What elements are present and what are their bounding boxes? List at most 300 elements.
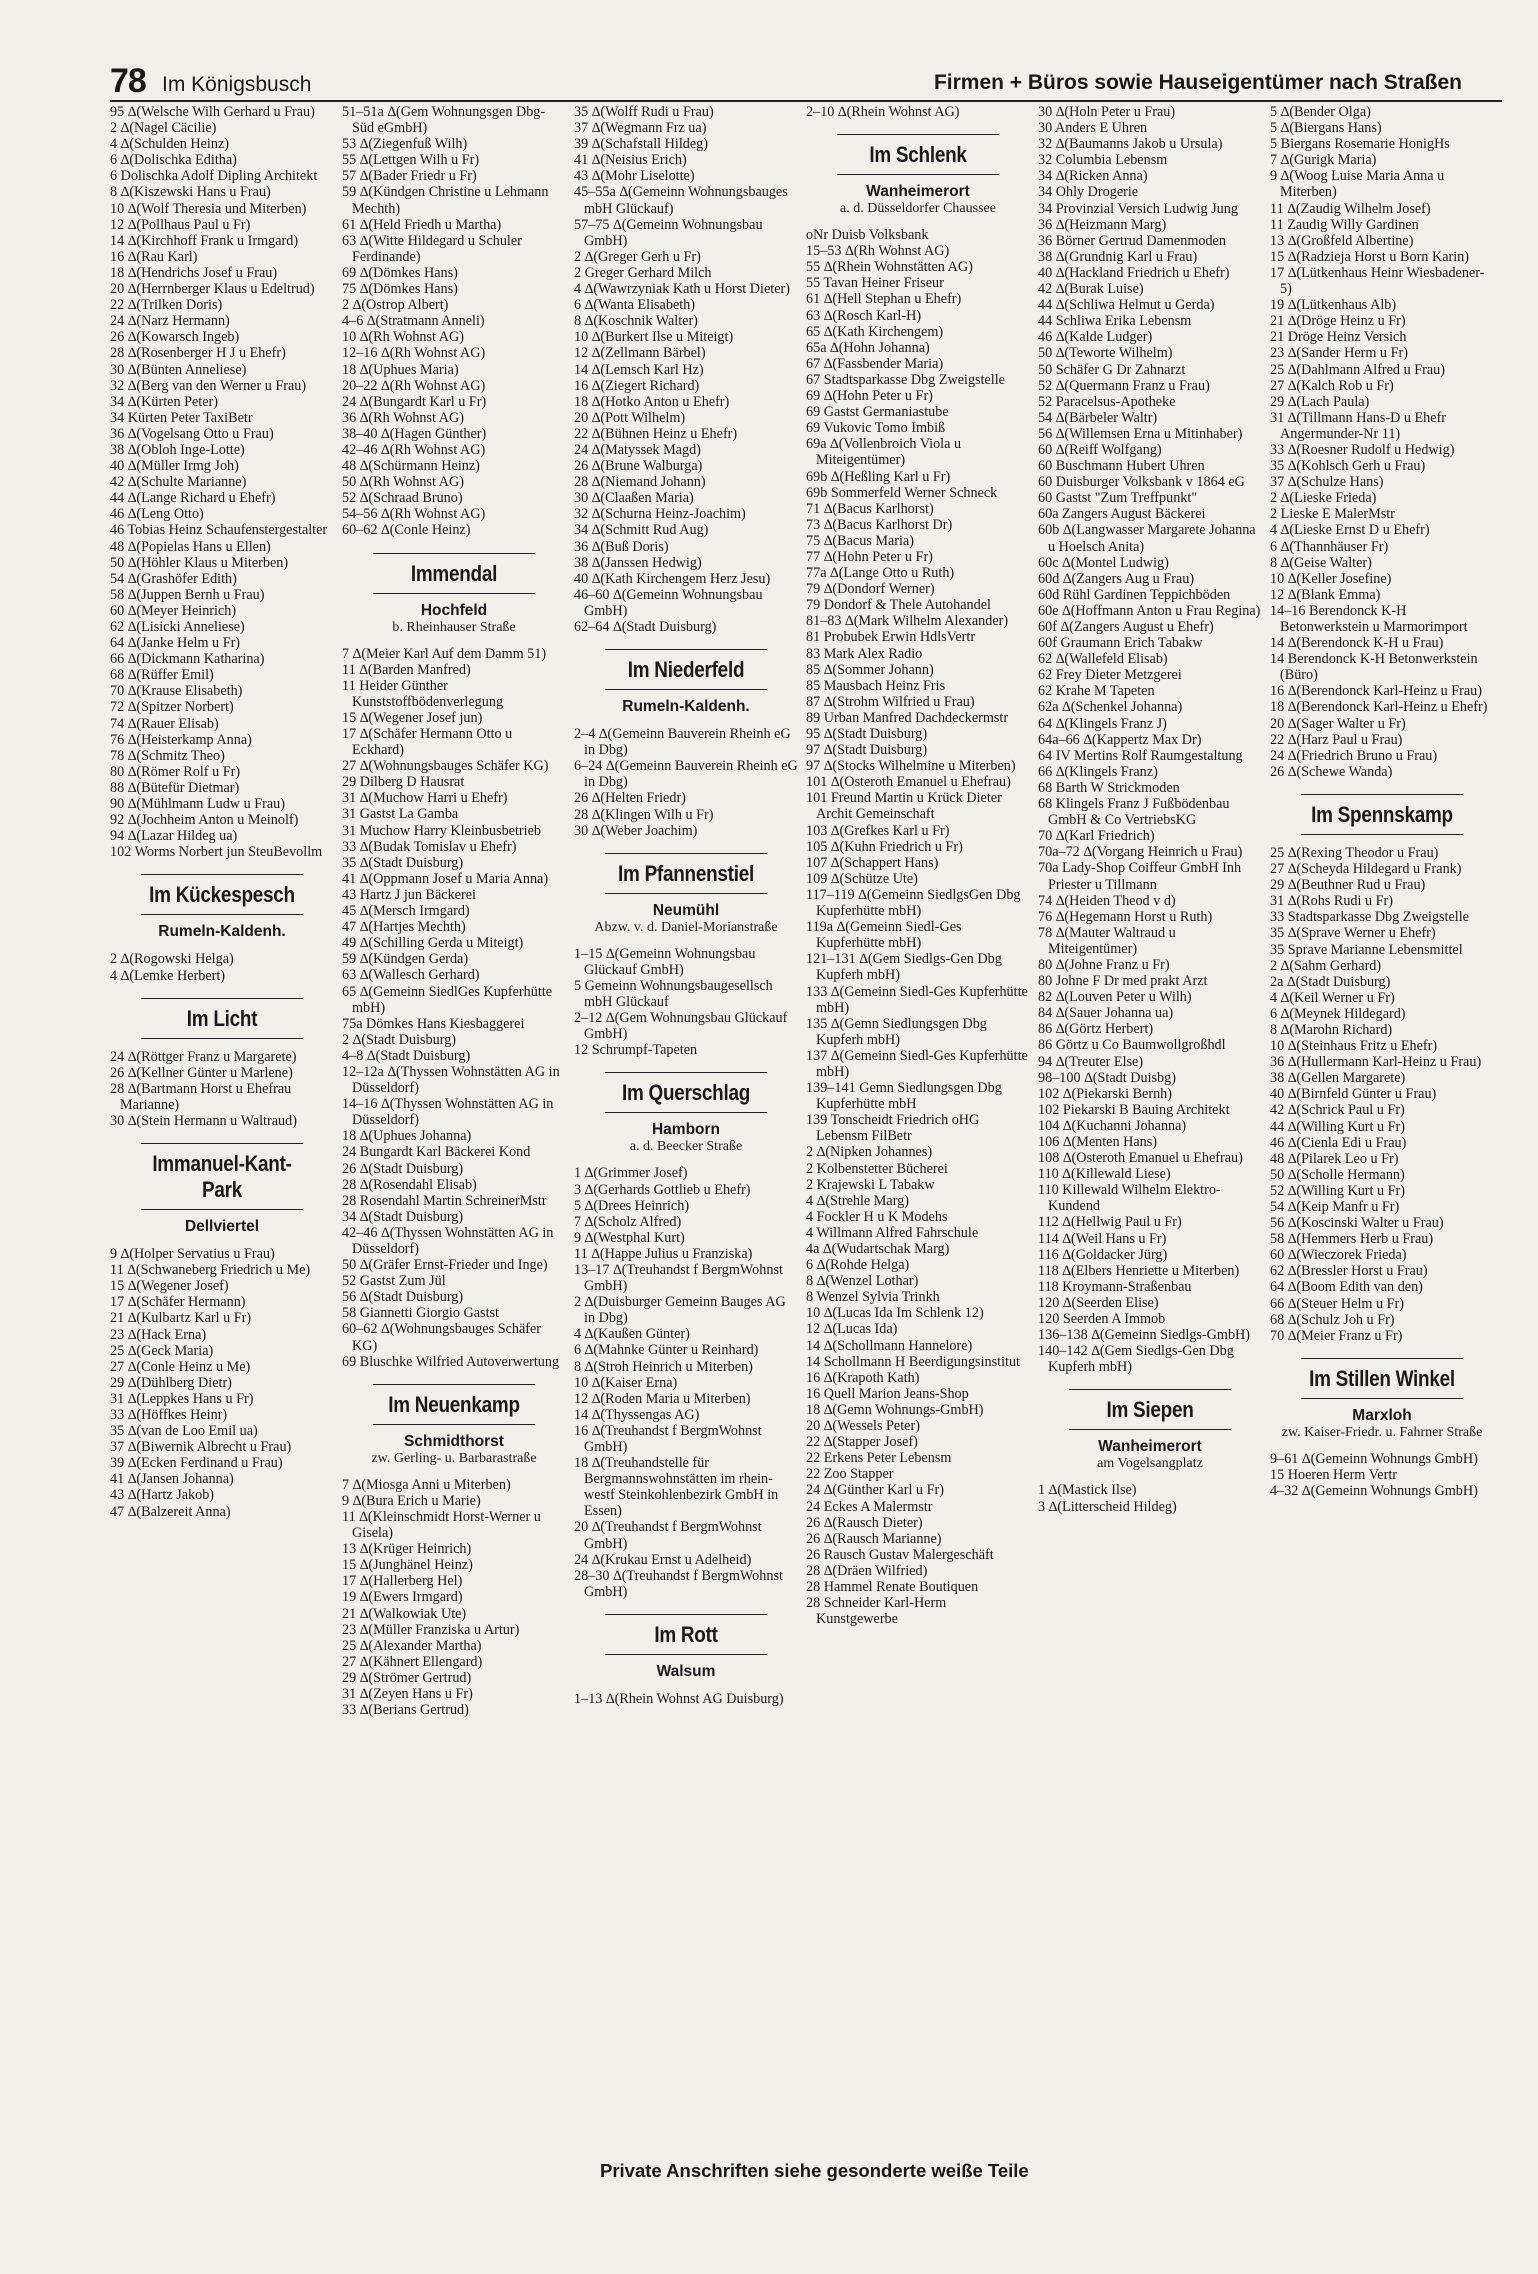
directory-entry: 54 ∆(Bärbeler Waltr) (1038, 409, 1158, 426)
directory-entry: 2–10 ∆(Rhein Wohnst AG) (806, 104, 960, 120)
directory-entry: 30 ∆(Bünten Anneliese) (110, 361, 247, 378)
directory-entry: 16 ∆(Rau Karl) (110, 248, 198, 265)
directory-entry: 7 ∆(Meier Karl Auf dem Damm 51) (342, 645, 547, 662)
directory-entry: 118 Kroymann-Straßenbau (1038, 1278, 1192, 1295)
street-district: Walsum (656, 1662, 716, 1680)
directory-entry: 59 ∆(Kündgen Christine u Lehmann Mechth) (342, 184, 549, 217)
directory-entry: 104 ∆(Kuchanni Johanna) (1038, 1117, 1187, 1134)
directory-entry: 83 Mark Alex Radio (806, 645, 923, 662)
directory-entry: 58 Giannetti Giorgio Gastst (342, 1305, 499, 1322)
directory-entry: 70 ∆(Meier Franz u Fr) (1270, 1327, 1403, 1344)
directory-entry: 26 ∆(Rausch Dieter) (806, 1514, 923, 1531)
directory-entry: 53 ∆(Ziegenfuß Wilh) (342, 136, 468, 153)
directory-entry: 61 ∆(Held Friedh u Martha) (342, 216, 502, 233)
directory-entry: 74 ∆(Rauer Elisab) (110, 715, 219, 732)
directory-entry: 44 ∆(Willing Kurt u Fr) (1270, 1118, 1405, 1135)
directory-entry: 12 ∆(Roden Maria u Miterben) (574, 1390, 751, 1407)
directory-entry: 17 ∆(Schäfer Hermann Otto u Eckhard) (342, 726, 513, 759)
directory-entry: 26 ∆(Rausch Marianne) (806, 1530, 942, 1547)
directory-entry: 133 ∆(Gemeinn Siedl-Ges Kupferhütte mbH) (806, 983, 1028, 1016)
directory-entry: 17 ∆(Schäfer Hermann) (110, 1294, 246, 1311)
directory-entry: 70 ∆(Karl Friedrich) (1038, 828, 1155, 845)
directory-entry: 21 ∆(Kulbartz Karl u Fr) (110, 1310, 252, 1327)
directory-entry: 8 ∆(Marohn Richard) (1270, 1021, 1393, 1038)
directory-entry: 18 ∆(Hendrichs Josef u Frau) (110, 264, 278, 281)
directory-entry: 30 ∆(Claaßen Maria) (574, 490, 694, 507)
directory-entry: 38 ∆(Janssen Hedwig) (574, 554, 702, 571)
directory-entry: 62 ∆(Bressler Horst u Frau) (1270, 1263, 1428, 1280)
directory-entry: 97 ∆(Stadt Duisburg) (806, 742, 928, 759)
directory-entry: 102 ∆(Piekarski Bernh) (1038, 1085, 1172, 1102)
directory-entry: 7 ∆(Miosga Anni u Miterben) (342, 1476, 511, 1493)
directory-entry: 49 ∆(Schilling Gerda u Miteigt) (342, 935, 524, 952)
street-header: Immanuel-Kant-Park (141, 1143, 303, 1210)
street-header: Im Pfannenstiel (605, 853, 767, 894)
directory-entry: 4 ∆(Kaußen Günter) (574, 1326, 690, 1343)
directory-entry: 15 ∆(Junghänel Heinz) (342, 1557, 473, 1574)
street-header: Im Spennskamp (1301, 794, 1463, 835)
directory-entry: 36 Börner Gertrud Damenmoden (1038, 232, 1226, 249)
directory-entry: 69 Gastst Germaniastube (806, 404, 949, 421)
directory-entry: 117–119 ∆(Gemeinn SiedlgsGen Dbg Kupferhütte mbH) (806, 886, 1021, 920)
directory-entry: 86 Görtz u Co Baumwollgroßhdl (1038, 1037, 1226, 1054)
directory-entry: 41 ∆(Jansen Johanna) (110, 1471, 234, 1488)
directory-entry: 62a ∆(Schenkel Johanna) (1038, 699, 1183, 716)
directory-entry: 60e ∆(Hoffmann Anton u Frau Regina) (1038, 602, 1261, 619)
directory-entry: 60 Gastst "Zum Treffpunkt" (1038, 490, 1198, 507)
directory-entry: 11 Zaudig Willy Gardinen (1270, 216, 1419, 233)
directory-entry: 40 ∆(Kath Kirchengem Herz Jesu) (574, 570, 771, 587)
directory-entry: 81 Probubek Erwin HdlsVertr (806, 629, 976, 646)
directory-entry: 44 ∆(Lange Richard u Ehefr) (110, 490, 276, 507)
street-district: Schmidthorst (404, 1432, 504, 1450)
directory-entry: 4a ∆(Wudartschak Marg) (806, 1241, 950, 1257)
street-block (574, 853, 798, 936)
directory-entry: 43 ∆(Mohr Liselotte) (574, 168, 695, 185)
directory-entry: 12 ∆(Zellmann Bärbel) (574, 345, 706, 362)
directory-entry: 94 ∆(Lazar Hildeg ua) (110, 828, 238, 845)
directory-entry: 4 Willmann Alfred Fahrschule (806, 1224, 979, 1241)
directory-entry: 60 ∆(Wieczorek Frieda) (1270, 1247, 1407, 1264)
directory-entry: 48 ∆(Pilarek Leo u Fr) (1270, 1150, 1399, 1167)
directory-entry: 34 ∆(Schmitt Rud Aug) (574, 522, 709, 539)
directory-entry: 101 Freund Martin u Krück Dieter Archit Gemeinschaft (806, 790, 1002, 823)
directory-entry: 24 ∆(Röttger Franz u Margarete) (110, 1048, 297, 1065)
directory-entry: 36 ∆(Heizmann Marg) (1038, 216, 1167, 233)
street-location-note: a. d. Düsseldorfer Chaussee (840, 201, 996, 217)
directory-entry: 4–32 ∆(Gemeinn Wohnungs GmbH) (1270, 1483, 1478, 1500)
directory-entry: 39 ∆(Schafstall Hildeg) (574, 136, 708, 153)
directory-entry: 29 Dilberg D Hausrat (342, 774, 465, 791)
street-block (574, 649, 798, 716)
directory-entry: 32 ∆(Schurna Heinz-Joachim) (574, 506, 746, 523)
directory-entry: 135 ∆(Gemn Siedlungsgen Dbg Kupferh mbH) (806, 1015, 987, 1048)
directory-entry: 36 ∆(Hullermann Karl-Heinz u Frau) (1270, 1054, 1482, 1071)
directory-entry: 64a–66 ∆(Kappertz Max Dr) (1038, 731, 1202, 748)
directory-entry: 18 ∆(Berendonck Karl-Heinz u Ehefr) (1270, 699, 1488, 716)
directory-entry: 94 ∆(Treuter Else) (1038, 1053, 1144, 1070)
directory-entry: 4 ∆(Schulden Heinz) (110, 136, 229, 153)
directory-entry: 21 Dröge Heinz Versich (1270, 329, 1407, 346)
directory-entry: 24 ∆(Matyssek Magd) (574, 441, 701, 458)
directory-entry: 37 ∆(Biwernik Albrecht u Frau) (110, 1439, 292, 1456)
directory-entry: 28 ∆(Dräen Wilfried) (806, 1562, 928, 1579)
directory-entry: 76 ∆(Heisterkamp Anna) (110, 731, 252, 748)
directory-entry: 139 Tonscheidt Friedrich oHG Lebensm FilBetr (806, 1112, 980, 1145)
directory-entry: 45 ∆(Mersch Irmgard) (342, 903, 470, 920)
directory-entry: 40 ∆(Birnfeld Günter u Frau) (1270, 1086, 1437, 1103)
street-location-note: a. d. Beecker Straße (629, 1139, 743, 1155)
directory-entry: 6 ∆(Rohde Helga) (806, 1257, 910, 1274)
directory-column (574, 104, 798, 1718)
directory-entry: 15 ∆(Radzieja Horst u Born Karin) (1270, 248, 1469, 265)
directory-entry: 2 Lieske E MalerMstr (1270, 506, 1395, 523)
directory-entry: 98–100 ∆(Stadt Duisbg) (1038, 1069, 1176, 1086)
directory-entry: 33 ∆(Höffkes Heinr) (110, 1407, 228, 1423)
directory-entry: 81–83 ∆(Mark Wilhelm Alexander) (806, 613, 1009, 630)
directory-entry: 64 ∆(Boom Edith van den) (1270, 1279, 1423, 1296)
directory-entry: 29 ∆(Dühlberg Dietr) (110, 1374, 232, 1391)
directory-entry: 22 ∆(Harz Paul u Frau) (1270, 731, 1403, 748)
directory-entry: 68 Klingels Franz J Fußbödenbau GmbH & Co VertriebsKG (1038, 796, 1230, 829)
directory-entry: 3 ∆(Litterscheid Hildeg) (1038, 1498, 1177, 1515)
directory-entry: 60f Graumann Erich Tabakw (1038, 635, 1203, 652)
directory-entry: 15–53 ∆(Rh Wohnst AG) (806, 243, 950, 260)
directory-entry: 58 ∆(Juppen Bernh u Frau) (110, 586, 265, 603)
directory-entry: 58 ∆(Hemmers Herb u Frau) (1270, 1231, 1434, 1248)
directory-column (1270, 104, 1494, 1718)
directory-entry: 2–4 ∆(Gemeinn Bauverein Rheinh eG in Dbg) (574, 726, 791, 759)
directory-entry: 82 ∆(Louven Peter u Wilh) (1038, 989, 1192, 1006)
street-block (110, 998, 334, 1039)
directory-entry: 19 ∆(Lütkenhaus Alb) (1270, 297, 1397, 314)
directory-entry: 31 ∆(Tillmann Hans-D u Ehefr Angermunder-Nr 11) (1270, 409, 1447, 442)
page-number: 78 (110, 62, 146, 100)
directory-entry: 35 ∆(Kohlsch Gerh u Frau) (1270, 458, 1426, 475)
street-block (1270, 1358, 1494, 1441)
directory-entry: 60–62 ∆(Conle Heinz) (342, 522, 471, 539)
directory-entry: 33 ∆(Budak Tomislav u Ehefr) (342, 838, 517, 855)
directory-entry: 7 ∆(Gurigk Maria) (1270, 152, 1377, 169)
directory-entry: 106 ∆(Menten Hans) (1038, 1134, 1158, 1150)
directory-entry: 2 ∆(Nipken Johannes) (806, 1144, 933, 1161)
directory-entry: 35 ∆(van de Loo Emil ua) (110, 1423, 258, 1440)
directory-entry: 35 ∆(Wolff Rudi u Frau) (574, 104, 714, 120)
directory-entry: 26 ∆(Kellner Günter u Marlene) (110, 1064, 293, 1081)
directory-entry: 22 Erkens Peter Lebensm (806, 1450, 952, 1467)
directory-entry: 10 ∆(Burkert Ilse u Miteigt) (574, 329, 734, 346)
directory-entry: 27 ∆(Scheyda Hildegard u Frank) (1270, 861, 1462, 878)
street-location-note: am Vogelsangplatz (1097, 1456, 1203, 1472)
street-district: Marxloh (1352, 1406, 1412, 1424)
directory-entry: 80 ∆(Johne Franz u Fr) (1038, 956, 1170, 973)
directory-columns (110, 104, 1502, 1718)
directory-entry: 20 ∆(Treuhandst f BergmWohnst GmbH) (574, 1519, 762, 1552)
directory-entry: 6 ∆(Mahnke Günter u Reinhard) (574, 1342, 759, 1359)
directory-entry: 6 Dolischka Adolf Dipling Architekt (110, 168, 318, 185)
directory-entry: 28 ∆(Bartmann Horst u Ehefrau Marianne) (110, 1080, 292, 1113)
directory-entry: 25 ∆(Rexing Theodor u Frau) (1270, 844, 1439, 861)
directory-entry: 15 ∆(Wegener Josef) (110, 1278, 229, 1295)
street-block (574, 1614, 798, 1681)
directory-entry: 56 ∆(Koscinski Walter u Frau) (1270, 1215, 1444, 1232)
directory-entry: 62 Krahe M Tapeten (1038, 683, 1155, 700)
directory-entry: 5 ∆(Bender Olga) (1270, 104, 1371, 120)
directory-entry: 38 ∆(Gellen Margarete) (1270, 1070, 1406, 1087)
directory-entry: 30 ∆(Weber Joachim) (574, 822, 698, 839)
directory-entry: 16 Quell Marion Jeans-Shop (806, 1385, 969, 1402)
directory-entry: 25 ∆(Geck Maria) (110, 1342, 214, 1359)
directory-entry: 32 ∆(Berg van den Werner u Frau) (110, 377, 307, 394)
street-district: Rumeln-Kaldenh. (158, 923, 286, 941)
street-location-note: b. Rheinhauser Straße (392, 619, 516, 635)
directory-entry: 60 Buschmann Hubert Uhren (1038, 458, 1205, 475)
directory-entry: 20 ∆(Pott Wilhelm) (574, 409, 686, 426)
directory-entry: 17 ∆(Lütkenhaus Heinr Wiesbadener-5) (1270, 264, 1485, 298)
directory-entry: 48 ∆(Schürmann Heinz) (342, 458, 480, 475)
directory-entry: 9 ∆(Westphal Kurt) (574, 1229, 685, 1246)
directory-entry: 20 ∆(Sager Walter u Fr) (1270, 715, 1406, 732)
directory-entry: 67 ∆(Fassbender Maria) (806, 355, 944, 372)
directory-entry: 54 ∆(Keip Manfr u Fr) (1270, 1199, 1400, 1215)
directory-entry: 26 ∆(Helten Friedr) (574, 790, 686, 807)
directory-entry: 10 ∆(Lucas Ida Im Schlenk 12) (806, 1305, 984, 1322)
directory-entry: 10 ∆(Wolf Theresia und Miterben) (110, 200, 307, 217)
directory-entry: 28 Hammel Renate Boutiquen (806, 1578, 979, 1595)
directory-entry: 112 ∆(Hellwig Paul u Fr) (1038, 1214, 1182, 1231)
directory-entry: 30 ∆(Holn Peter u Frau) (1038, 104, 1176, 120)
directory-entry: 73 ∆(Bacus Karlhorst Dr) (806, 516, 953, 533)
directory-entry: 22 ∆(Trilken Doris) (110, 297, 223, 314)
directory-entry: 30 ∆(Stein Hermann u Waltraud) (110, 1112, 297, 1129)
directory-entry: 118 ∆(Elbers Henriette u Miterben) (1038, 1262, 1240, 1279)
directory-entry: 55 ∆(Lettgen Wilh u Fr) (342, 152, 480, 169)
directory-entry: 21 ∆(Walkowiak Ute) (342, 1605, 467, 1622)
directory-entry: 56 ∆(Willemsen Erna u Mitinhaber) (1038, 425, 1243, 442)
directory-entry: 29 ∆(Lach Paula) (1270, 393, 1370, 410)
directory-entry: 46–60 ∆(Gemeinn Wohnungsbau GmbH) (574, 586, 763, 619)
street-header: Immendal (373, 553, 535, 594)
directory-entry: 14–16 ∆(Thyssen Wohnstätten AG in Düsseldorf) (342, 1096, 554, 1129)
directory-entry: 44 ∆(Schliwa Helmut u Gerda) (1038, 297, 1215, 314)
directory-entry: 63 ∆(Wallesch Gerhard) (342, 967, 480, 984)
directory-entry: 136–138 ∆(Gemeinn Siedlgs-GmbH) (1038, 1327, 1251, 1344)
street-block (1270, 794, 1494, 835)
directory-entry: 29 ∆(Strömer Gertrud) (342, 1669, 472, 1686)
street-block (342, 553, 566, 636)
directory-entry: 5 ∆(Biergans Hans) (1270, 120, 1382, 137)
directory-entry: 102 Piekarski B Bauing Architekt (1038, 1101, 1230, 1118)
directory-entry: 1–15 ∆(Gemeinn Wohnungsbau Glückauf GmbH) (574, 945, 756, 978)
directory-entry: 66 ∆(Steuer Helm u Fr) (1270, 1295, 1404, 1312)
directory-entry: 10 ∆(Rh Wohnst AG) (342, 329, 464, 346)
directory-entry: 46 ∆(Cienla Edi u Frau) (1270, 1134, 1407, 1151)
directory-entry: 72 ∆(Spitzer Norbert) (110, 699, 234, 716)
directory-entry: 14 ∆(Berendonck K-H u Frau) (1270, 635, 1444, 652)
street-district: Dellviertel (184, 1218, 260, 1236)
directory-entry: 5 Gemeinn Wohnungsbaugesellsch mbH Glückauf (574, 977, 773, 1011)
directory-entry: 2 Greger Gerhard Milch (574, 264, 712, 281)
directory-entry: 25 ∆(Alexander Martha) (342, 1637, 482, 1654)
street-block (1038, 1389, 1262, 1472)
directory-entry: 60 ∆(Reiff Wolfgang) (1038, 441, 1162, 458)
directory-entry: 16 ∆(Berendonck Karl-Heinz u Frau) (1270, 683, 1482, 700)
directory-entry: 69a ∆(Vollenbroich Viola u Miteigentümer) (806, 436, 962, 469)
directory-entry: 69 ∆(Hohn Peter u Fr) (806, 388, 933, 405)
directory-entry: 77a ∆(Lange Otto u Ruth) (806, 565, 955, 582)
directory-entry: 12 Schrumpf-Tapeten (574, 1042, 698, 1059)
directory-entry: 32 Columbia Lebensm (1038, 152, 1168, 169)
directory-entry: 120 Seerden A Immob (1038, 1311, 1166, 1328)
directory-entry: 77 ∆(Hohn Peter u Fr) (806, 548, 933, 565)
directory-entry: 23 ∆(Hack Erna) (110, 1326, 207, 1343)
directory-entry: 20 ∆(Herrnberger Klaus u Edeltrud) (110, 281, 315, 298)
directory-entry: 119a ∆(Gemeinn Siedl-Ges Kupferhütte mbH) (806, 919, 962, 952)
directory-entry: 97 ∆(Stocks Wilhelmine u Miterben) (806, 758, 1016, 775)
directory-entry: 50 ∆(Teworte Wilhelm) (1038, 345, 1173, 362)
directory-entry: 26 Rausch Gustav Malergeschäft (806, 1546, 994, 1563)
directory-entry: 13 ∆(Krüger Heinrich) (342, 1541, 472, 1558)
directory-entry: 41 ∆(Oppmann Josef u Maria Anna) (342, 870, 549, 887)
directory-entry: 8 ∆(Kiszewski Hans u Frau) (110, 184, 271, 201)
directory-entry: 68 ∆(Rüffer Emil) (110, 667, 214, 684)
directory-entry: 42–46 ∆(Rh Wohnst AG) (342, 441, 486, 458)
directory-entry: 2–12 ∆(Gem Wohnungsbau Glückauf GmbH) (574, 1010, 788, 1043)
directory-entry: 60c ∆(Montel Ludwig) (1038, 554, 1169, 571)
directory-entry: 7 ∆(Scholz Alfred) (574, 1213, 682, 1230)
directory-entry: 57 ∆(Bader Friedr u Fr) (342, 168, 477, 185)
directory-entry: 16 ∆(Treuhandst f BergmWohnst GmbH) (574, 1422, 762, 1455)
directory-entry: 33 Stadtsparkasse Dbg Zweigstelle (1270, 909, 1469, 926)
directory-entry: 15 Hoeren Herm Vertr (1270, 1466, 1397, 1483)
directory-entry: 4 ∆(Wawrzyniak Kath u Horst Dieter) (574, 281, 790, 298)
directory-entry: 31 ∆(Rohs Rudi u Fr) (1270, 893, 1393, 910)
directory-entry: 17 ∆(Hallerberg Hel) (342, 1573, 463, 1590)
directory-entry: 20–22 ∆(Rh Wohnst AG) (342, 377, 486, 394)
directory-entry: 15 ∆(Wegener Josef jun) (342, 709, 483, 726)
directory-entry: 24 ∆(Günther Karl u Fr) (806, 1482, 944, 1499)
directory-entry: 22 ∆(Stapper Josef) (806, 1434, 918, 1451)
directory-entry: 62 ∆(Lisicki Anneliese) (110, 619, 245, 635)
directory-entry: 9–61 ∆(Gemeinn Wohnungs GmbH) (1270, 1450, 1478, 1467)
directory-entry: 23 ∆(Sander Herm u Fr) (1270, 345, 1408, 362)
directory-entry: 38 ∆(Grundnig Karl u Frau) (1038, 248, 1198, 265)
directory-entry: 4 ∆(Lieske Ernst D u Ehefr) (1270, 522, 1430, 539)
directory-entry: 76 ∆(Hegemann Horst u Ruth) (1038, 908, 1213, 925)
directory-entry: 85 Mausbach Heinz Fris (806, 677, 946, 694)
directory-entry: 46 Tobias Heinz Schaufenstergestalter (110, 522, 328, 539)
directory-entry: 31 ∆(Zeyen Hans u Fr) (342, 1685, 473, 1702)
directory-entry: 18 ∆(Gemn Wohnungs-GmbH) (806, 1401, 984, 1418)
directory-entry: 48 ∆(Popielas Hans u Ellen) (110, 538, 271, 555)
directory-entry: 26 ∆(Stadt Duisburg) (342, 1160, 464, 1177)
directory-entry: 11 ∆(Zaudig Wilhelm Josef) (1270, 200, 1431, 217)
directory-entry: 18 ∆(Treuhandstelle für Bergmannswohnstätten im rhein-westf Steinkohlenbezirk GmbH in Essen) (574, 1455, 779, 1520)
directory-entry: 60a Zangers August Bäckerei (1038, 506, 1206, 523)
directory-entry: 64 ∆(Klingels Franz J) (1038, 715, 1167, 732)
street-district: Neumühl (652, 901, 720, 919)
directory-entry: 50 ∆(Rh Wohnst AG) (342, 474, 464, 491)
directory-entry: 22 ∆(Bühnen Heinz u Ehefr) (574, 425, 738, 442)
directory-entry: 43 ∆(Hartz Jakob) (110, 1487, 215, 1504)
directory-entry: 21 ∆(Dröge Heinz u Fr) (1270, 313, 1406, 330)
directory-entry: 80 Johne F Dr med prakt Arzt (1038, 973, 1208, 990)
directory-entry: 31 ∆(Muchow Harri u Ehefr) (342, 790, 508, 807)
directory-entry: 90 ∆(Mühlmann Ludw u Frau) (110, 796, 285, 813)
directory-entry: 42 ∆(Schulte Marianne) (110, 474, 247, 491)
directory-entry: 11 ∆(Kleinschmidt Horst-Werner u Gisela) (342, 1508, 541, 1542)
directory-entry: 42 ∆(Burak Luise) (1038, 281, 1144, 298)
directory-entry: 109 ∆(Schütze Ute) (806, 870, 918, 887)
directory-entry: 10 ∆(Keller Josefine) (1270, 570, 1392, 587)
directory-entry: 47 ∆(Balzereit Anna) (110, 1503, 231, 1520)
directory-entry: 14 ∆(Lemsch Karl Hz) (574, 361, 704, 378)
directory-entry: 66 ∆(Klingels Franz) (1038, 763, 1158, 780)
directory-entry: 38–40 ∆(Hagen Günther) (342, 425, 487, 442)
directory-entry: 16 ∆(Krapoth Kath) (806, 1369, 920, 1386)
directory-entry: 62–64 ∆(Stadt Duisburg) (574, 619, 717, 635)
directory-entry: 33 ∆(Roesner Rudolf u Hedwig) (1270, 441, 1455, 458)
directory-entry: 50 ∆(Scholle Hermann) (1270, 1166, 1405, 1183)
directory-entry: 34 Kürten Peter TaxiBetr (110, 409, 253, 426)
directory-entry: 60 Duisburger Volksbank v 1864 eG (1038, 474, 1245, 491)
directory-entry: 59 ∆(Kündgen Gerda) (342, 951, 469, 968)
directory-entry: 29 ∆(Beuthner Rud u Frau) (1270, 877, 1426, 894)
directory-entry: 27 ∆(Kalch Rob u Fr) (1270, 377, 1394, 394)
directory-entry: 4–6 ∆(Stratmann Anneli) (342, 313, 485, 330)
directory-entry: 52 ∆(Willing Kurt u Fr) (1270, 1182, 1405, 1199)
directory-entry: 103 ∆(Grefkes Karl u Fr) (806, 822, 950, 839)
directory-entry: 1–13 ∆(Rhein Wohnst AG Duisburg) (574, 1690, 784, 1707)
street-block (110, 874, 334, 941)
directory-column (342, 104, 566, 1718)
directory-entry: 51–51a ∆(Gem Wohnungsgen Dbg-Süd eGmbH) (342, 104, 546, 137)
directory-column (806, 104, 1030, 1718)
directory-entry: 60 ∆(Meyer Heinrich) (110, 602, 237, 619)
directory-entry: 60d Rühl Gardinen Teppichböden (1038, 586, 1231, 603)
directory-entry: 62 ∆(Wallefeld Elisab) (1038, 651, 1168, 668)
directory-entry: 39 ∆(Ecken Ferdinand u Frau) (110, 1455, 283, 1472)
directory-entry: 64 ∆(Janke Helm u Fr) (110, 635, 241, 652)
directory-entry: 71 ∆(Bacus Karlhorst) (806, 500, 934, 517)
directory-entry: 2 ∆(Greger Gerh u Fr) (574, 248, 701, 265)
directory-entry: 45–55a ∆(Gemeinn Wohnungsbauges mbH Glückauf) (574, 184, 788, 217)
directory-entry: 34 ∆(Kürten Peter) (110, 393, 218, 410)
street-header: Im Siepen (1069, 1389, 1231, 1430)
directory-entry: 18 ∆(Uphues Maria) (342, 361, 459, 378)
directory-entry: 75 ∆(Bacus Maria) (806, 532, 914, 549)
directory-entry: 68 Barth W Strickmoden (1038, 779, 1180, 796)
directory-entry: 69b ∆(Heßling Karl u Fr) (806, 468, 951, 485)
street-location-note: zw. Kaiser-Friedr. u. Fahrner Straße (1281, 1424, 1483, 1440)
street-location-note: Abzw. v. d. Daniel-Morianstraße (594, 919, 778, 935)
street-block (806, 134, 1030, 217)
directory-entry: 13–17 ∆(Treuhandst f BergmWohnst GmbH) (574, 1261, 783, 1295)
directory-entry: 12 ∆(Pollhaus Paul u Fr) (110, 216, 251, 233)
directory-entry: 11 Heider Günther Kunststoffbödenverlegung (342, 677, 504, 710)
directory-entry: 24 ∆(Bungardt Karl u Fr) (342, 393, 487, 410)
page-street-title: Im Königsbusch (162, 73, 312, 96)
street-district: Wanheimerort (1098, 1438, 1202, 1456)
directory-entry: 85 ∆(Sommer Johann) (806, 661, 934, 678)
directory-entry: 2 ∆(Duisburger Gemeinn Bauges AG in Dbg) (574, 1294, 786, 1327)
directory-entry: 4 Fockler H u K Modehs (806, 1208, 948, 1225)
directory-entry: 11 ∆(Happe Julius u Franziska) (574, 1245, 753, 1262)
directory-entry: 80 ∆(Römer Rolf u Fr) (110, 763, 241, 780)
directory-entry: 55 ∆(Rhein Wohnstätten AG) (806, 259, 973, 276)
directory-entry: 35 ∆(Stadt Duisburg) (342, 854, 464, 871)
directory-entry: 4 ∆(Strehle Marg) (806, 1192, 909, 1209)
